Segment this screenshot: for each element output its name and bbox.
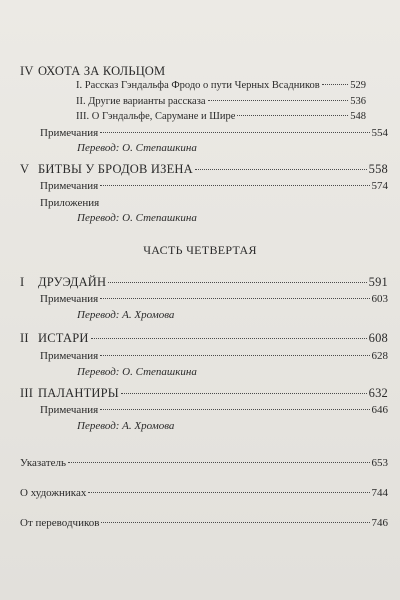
- chapter-palantiri[interactable]: [20, 386, 388, 401]
- chapter-number: I: [20, 275, 25, 289]
- chapter-number: IV: [20, 64, 34, 78]
- entry-page: 632: [368, 386, 388, 400]
- leader-dots: [100, 408, 369, 410]
- leader-dots: [101, 521, 369, 523]
- toc-notes[interactable]: [40, 350, 388, 362]
- toc-entry[interactable]: [76, 96, 366, 107]
- entry-label: От переводчиков: [20, 517, 100, 529]
- entry-page: 591: [368, 275, 388, 289]
- translator-credit: Перевод: А. Хромова: [77, 420, 175, 432]
- entry-page: 746: [371, 517, 388, 529]
- leader-dots: [100, 297, 369, 299]
- toc-artists[interactable]: [20, 487, 388, 499]
- leader-dots: [91, 337, 367, 339]
- entry-page: 536: [350, 96, 366, 107]
- leader-dots: [322, 83, 349, 85]
- entry-label: Указатель: [20, 457, 67, 469]
- translator-credit: Перевод: О. Степашкина: [77, 366, 197, 378]
- entry-label: Примечания: [40, 180, 99, 192]
- leader-dots: [100, 131, 369, 133]
- chapter-title: ОХОТА ЗА КОЛЬЦОМ: [38, 64, 166, 78]
- entry-page: 744: [371, 487, 388, 499]
- entry-label: Примечания: [40, 293, 99, 305]
- chapter-title: ДРУЭДАЙН: [38, 275, 107, 289]
- leader-dots: [88, 491, 369, 493]
- entry-label: Примечания: [40, 350, 99, 362]
- leader-dots: [121, 392, 367, 394]
- chapter-iv[interactable]: [20, 64, 366, 79]
- leader-dots: [208, 99, 349, 101]
- chapter-number: II: [20, 331, 29, 345]
- toc-entry[interactable]: [76, 80, 366, 91]
- leader-dots: [195, 168, 367, 170]
- chapter-istari[interactable]: [20, 331, 388, 346]
- leader-dots: [68, 461, 369, 463]
- chapter-title: ПАЛАНТИРЫ: [38, 386, 119, 400]
- leader-dots: [237, 114, 348, 116]
- translator-credit: Перевод: О. Степашкина: [77, 212, 197, 224]
- chapter-v[interactable]: [20, 162, 388, 177]
- entry-label: III. О Гэндальфе, Сарумане и Шире: [76, 111, 236, 122]
- chapter-title: БИТВЫ У БРОДОВ ИЗЕНА: [38, 162, 193, 176]
- entry-page: 548: [350, 111, 366, 122]
- entry-page: 574: [371, 180, 388, 192]
- translator-credit: Перевод: О. Степашкина: [77, 142, 197, 154]
- entry-label: I. Рассказ Гэндальфа Фродо о пути Черных Всадников: [76, 80, 320, 91]
- toc-notes[interactable]: [40, 293, 388, 305]
- chapter-number: III: [20, 386, 34, 400]
- entry-label: Примечания: [40, 127, 99, 139]
- toc-notes[interactable]: [40, 127, 388, 139]
- chapter-number: V: [20, 162, 30, 176]
- appendix-label[interactable]: Приложения: [40, 197, 100, 209]
- toc-translators[interactable]: [20, 517, 388, 529]
- entry-label: II. Другие варианты рассказа: [76, 96, 206, 107]
- toc-notes[interactable]: [40, 180, 388, 192]
- entry-page: 554: [371, 127, 388, 139]
- entry-page: 608: [368, 331, 388, 345]
- entry-page: 603: [371, 293, 388, 305]
- leader-dots: [108, 281, 366, 283]
- leader-dots: [100, 184, 369, 186]
- toc-entry[interactable]: [76, 111, 366, 122]
- entry-page: 653: [371, 457, 388, 469]
- translator-credit: Перевод: А. Хромова: [77, 309, 175, 321]
- entry-label: Примечания: [40, 404, 99, 416]
- entry-page: 646: [371, 404, 388, 416]
- part-title: ЧАСТЬ ЧЕТВЕРТАЯ: [143, 243, 257, 257]
- entry-page: 529: [350, 80, 366, 91]
- toc-index[interactable]: [20, 457, 388, 469]
- leader-dots: [100, 354, 369, 356]
- chapter-title: ИСТАРИ: [38, 331, 89, 345]
- entry-label: О художниках: [20, 487, 87, 499]
- toc-notes[interactable]: [40, 404, 388, 416]
- chapter-druedain[interactable]: [20, 275, 388, 290]
- entry-page: 628: [371, 350, 388, 362]
- entry-page: 558: [368, 162, 388, 176]
